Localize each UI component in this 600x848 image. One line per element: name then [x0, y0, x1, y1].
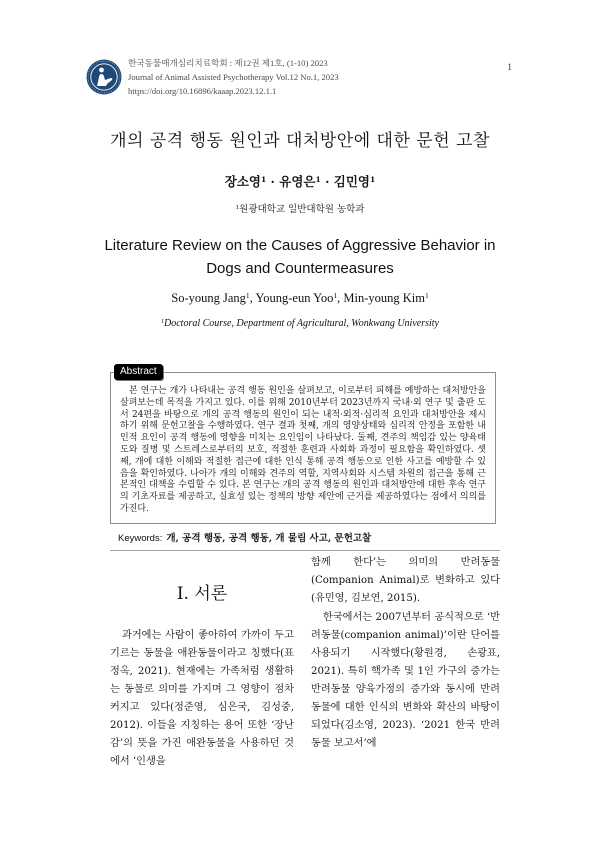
- author-name: So-young Jang: [171, 291, 246, 305]
- affiliation-marker: 1: [161, 319, 164, 325]
- journal-citation-korean: 한국동물매개심리치료학회 : 제12권 제1호, (1-10) 2023: [128, 58, 328, 68]
- author-name: 유영은: [279, 174, 316, 189]
- abstract-box: [110, 366, 496, 524]
- right-column: [311, 554, 500, 771]
- journal-citation-english: Journal of Animal Assisted Psychotherapy Vol.12 No.1, 2023: [128, 72, 339, 82]
- doi-link[interactable]: https://doi.org/10.16896/kaaap.2023.12.1.1: [128, 86, 277, 96]
- left-column: [110, 554, 294, 771]
- author-separator: ,: [337, 291, 344, 305]
- authors-korean: [0, 172, 600, 192]
- affiliation-marker: 1: [245, 291, 250, 301]
- author-name: Min-young Kim: [343, 291, 425, 305]
- abstract-label: Abstract: [114, 364, 163, 380]
- section-heading: Ⅰ. 서론: [176, 583, 228, 604]
- author-separator: ,: [249, 291, 256, 305]
- body-columns: [110, 554, 500, 771]
- affiliation-text: Doctoral Course, Department of Agricultural, Wonkwang University: [164, 318, 439, 329]
- body-paragraph: 한국에서는 2007년부터 공식적으로 ‘반려동물(companion animal)’이란 단어를 사용되기 시작했다(황원경, 손광표, 2021). 특히 핵가족 및 1인 가구의 증가는 반려동물 양육가정의 증가와 동시에 반려동물에 대한 인식의 변화와 확산의 바탕이 되었다(김소영, 2023). ‘2021 한국 반려동물 보고서’에: [311, 611, 500, 749]
- title-korean: 개의 공격 행동 원인과 대처방안에 대한 문헌 고찰: [110, 131, 490, 151]
- affiliation-marker: 1: [315, 175, 321, 185]
- keywords: [118, 532, 498, 546]
- divider: [110, 550, 500, 551]
- affiliation-marker: 1: [370, 175, 376, 185]
- affiliation-english: [0, 316, 600, 332]
- body-paragraph: 과거에는 사람이 좋아하여 가까이 두고 기르는 동물을 애완동물이라고 칭했다(표정옥, 2021). 현재에는 가족처럼 생활하는 동물로 의미를 가지며 그 영향이 점차 커지고 있다(정준영, 심은국, 김성중, 2012). 이들을 지칭하는 용어 또한 ‘장난감’의 뜻을 가진 애완동물을 사용하던 것에서 ‘인생을: [110, 629, 294, 767]
- author-separator: ·: [320, 174, 334, 189]
- title-english: Literature Review on the Causes of Aggressive Behavior in Dogs and Countermeasures: [104, 237, 496, 277]
- abstract-text: 본 연구는 개가 나타내는 공격 행동 원인을 살펴보고, 이로부터 피해를 예방하는 대처방안을 살펴보는데 목적을 가지고 있다. 이를 위해 2010년부터 2023년까지 국내·외 연구 및 출판 도서 24편을 바탕으로 개의 공격 행동의 원인이 되는 내적·외적·심리적 요인과 대처방안을 제시하기 위해 문헌고찰을 수행하였다. 연구 결과 첫째, 개의 영양상태와 심리적 안정을 포함한 내인적 요인이 공격 행동에 영향을 미치는 요인임이 나타났다. 둘째, 견주의 책임감 있는 양육태도와 질병 및 스트레스로부터의 보호, 적절한 훈련과 사회화 과정이 필요함을 확인하였다. 셋째, 개에 대한 이해와 적절한 접근에 대한 인식 통해 공격 행동으로 인한 사고를 예방할 수 있음을 확인하였다. 나아가 개의 이해와 견주의 역할, 지역사회와 시스템 차원의 접근을 통해 근본적인 대책을 수립할 수 있다. 본 연구는 개의 공격 행동의 원인과 대처방안에 대한 후속 연구의 기초자료를 제공하고, 실효성 있는 정책의 방향 제안에 근거를 제공하였다는 점에서 의의를 가진다.: [120, 386, 486, 514]
- author-name: Young-eun Yoo: [255, 291, 334, 305]
- author-name: 장소영: [224, 174, 261, 189]
- affiliation-text: 원광대학교 일반대학원 농학과: [239, 204, 365, 215]
- affiliation-korean: [0, 202, 600, 218]
- keywords-label: Keywords:: [118, 532, 163, 544]
- affiliation-marker: 1: [425, 291, 429, 301]
- affiliation-marker: 1: [260, 175, 267, 185]
- keywords-value: 개, 공격 행동, 공격 행동, 개 물림 사고, 문헌고찰: [166, 532, 372, 544]
- affiliation-marker: 1: [235, 205, 240, 212]
- page-number: 1: [507, 63, 512, 73]
- author-name: 김민영: [333, 174, 371, 189]
- author-separator: ·: [266, 174, 280, 189]
- affiliation-marker: 1: [333, 291, 338, 301]
- body-paragraph: 함께 한다’는 의미의 반려동물(Companion Animal)로 변화하고 있다(유민영, 김보연, 2015).: [311, 556, 500, 604]
- authors-english: [0, 289, 600, 307]
